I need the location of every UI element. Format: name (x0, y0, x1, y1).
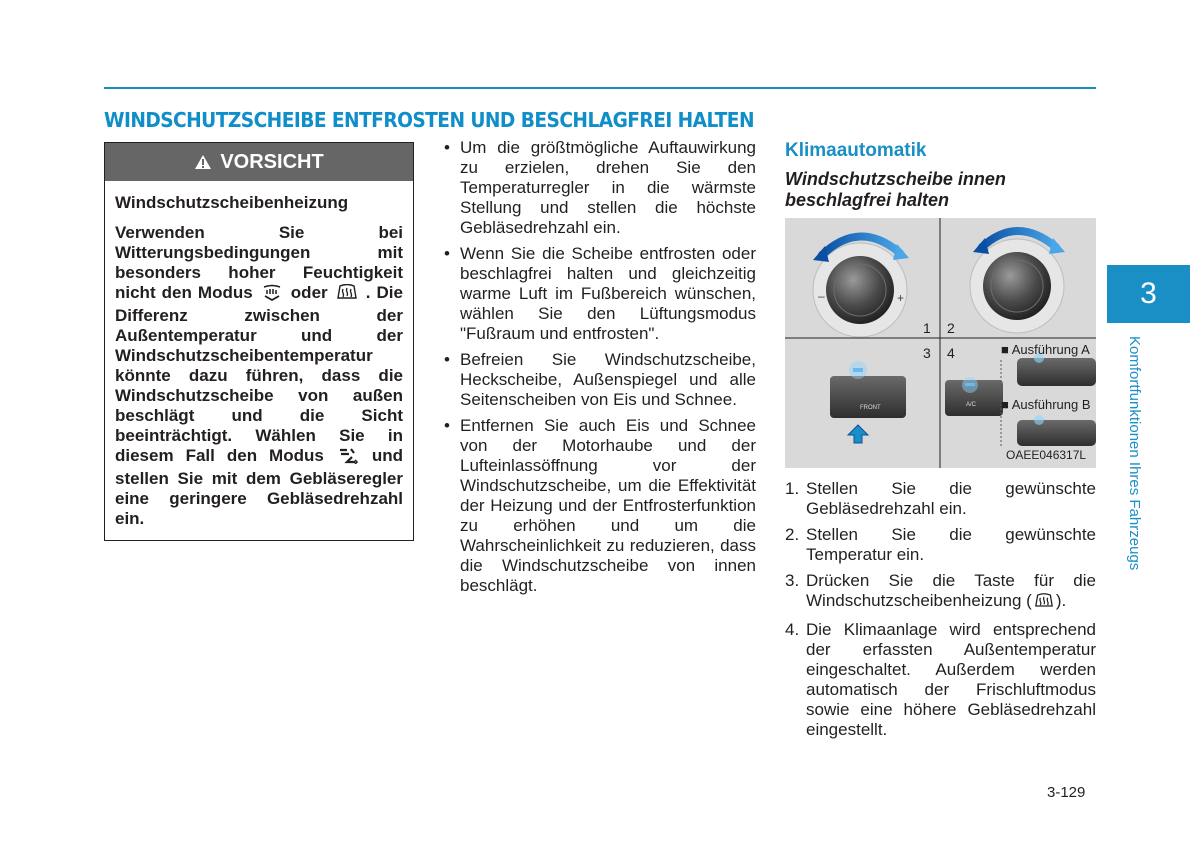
front-label: FRONT (860, 405, 881, 411)
caution-text-part4: und stellen Sie mit dem Gebläseregler eine geringere Gebläsedrehzahl ein. (115, 446, 403, 528)
step-number: 3. (785, 571, 800, 590)
list-item: • Entfernen Sie auch Eis und Schnee von der Motorhaube und der Lufteinlassöffnung vor der Windschutzscheibe, um die Effektivität der Heizung und der Entfrosterfunktion zu erhöhen und um die Wahrscheinlichkeit zu reduzieren, dass die Windschutzscheibe von innen beschlägt. (440, 416, 756, 596)
caution-subtitle: Windschutzscheibenheizung (115, 193, 349, 212)
knob-plus: + (897, 291, 905, 305)
figure-label-1: 1 (923, 320, 931, 336)
caution-text-part3: . Die Differenz zwischen der Außentemperatur und der Windschutzscheibentemperatur könnte dazu führen, dass die Windschutzscheibe von außen beschlägt und die Sicht beeinträchtigt. Wählen Sie in diesem Fall den Modus (115, 283, 403, 465)
ac-label: A/C (966, 402, 977, 408)
windshield-defrost-icon (1034, 593, 1054, 614)
step-text: Stellen Sie die gewünschte Gebläsedrehzahl ein. (806, 479, 1096, 518)
page-heading: WINDSCHUTZSCHEIBE ENTFROSTEN UND BESCHLAGFREI HALTEN (104, 108, 754, 132)
caution-text-part2: oder (290, 283, 328, 302)
caution-box (104, 142, 414, 541)
steps-list (785, 479, 1096, 746)
figure-label-2: 2 (947, 320, 955, 336)
variant-a-button (1017, 353, 1096, 386)
bullet-list (440, 138, 756, 602)
step-number: 4. (785, 620, 800, 639)
list-item (785, 525, 1096, 565)
variant-b-label: ■ Ausführung B (1001, 397, 1091, 412)
caution-body (105, 181, 413, 529)
step-text-end: ). (1055, 591, 1067, 610)
page-number: 3-129 (1047, 784, 1086, 801)
caution-text (115, 223, 403, 529)
list-item (785, 479, 1096, 519)
step-text: Drücken Sie die Taste für die Windschutzscheibenheizung ( (806, 571, 1096, 610)
knob-minus: – (818, 289, 825, 303)
figure-label-3: 3 (923, 345, 931, 361)
chapter-tab: 3 (1107, 265, 1190, 323)
step-text: Die Klimaanlage wird entsprechend der erfassten Außentemperatur eingeschaltet. Außerdem werden automatisch der Frischluftmodus sowie eine höhere Gebläsedrehzahl eingestellt. (806, 620, 1096, 739)
caution-label: VORSICHT (220, 150, 324, 173)
climate-control-figure (785, 218, 1096, 468)
figure-label-4: 4 (947, 345, 955, 361)
top-rule (104, 87, 1096, 89)
step-text: Stellen Sie die gewünschte Temperatur ein. (806, 525, 1096, 564)
list-item (785, 620, 1096, 740)
list-item: • Um die größtmögliche Auftauwirkung zu erzielen, drehen Sie den Temperaturregler in die wärmste Stellung und stellen die höchste Gebläsedrehzahl ein. (440, 138, 756, 238)
windshield-defrost-icon (336, 284, 358, 306)
fan-speed-knob (813, 236, 909, 337)
chapter-label: Komfortfunktionen Ihres Fahrzeugs (1126, 336, 1143, 571)
list-item: • Befreien Sie Windschutzscheibe, Heckscheibe, Außenspiegel und alle Seitenscheiben von Eis und Schnee. (440, 350, 756, 410)
defrost-floor-mode-icon (261, 284, 283, 306)
floor-vent-mode-icon (338, 447, 358, 469)
section-title: Klimaautomatik (785, 140, 927, 161)
figure-code: OAEE046317L (1006, 448, 1087, 462)
step-number: 2. (785, 525, 800, 544)
caution-text-part1: Verwenden Sie bei Witterungsbedingungen mit besonders hoher Feuchtigkeit nicht den Modus (115, 223, 403, 302)
caution-header (105, 143, 413, 181)
temperature-knob (970, 231, 1065, 333)
ac-button (945, 360, 1003, 448)
sub-title: Windschutzscheibe innen beschlagfrei halten (785, 169, 1006, 210)
list-item (785, 571, 1096, 614)
list-item: • Wenn Sie die Scheibe entfrosten oder beschlagfrei halten und gleichzeitig warme Luft im Fußbereich wünschen, wählen Sie den Lüftungsmodus "Fußraum und entfrosten". (440, 244, 756, 344)
variant-a-label: ■ Ausführung A (1001, 342, 1090, 357)
warning-triangle-icon (194, 154, 212, 170)
variant-b-button (1017, 415, 1096, 446)
step-number: 1. (785, 479, 800, 498)
front-defrost-button (830, 361, 906, 443)
